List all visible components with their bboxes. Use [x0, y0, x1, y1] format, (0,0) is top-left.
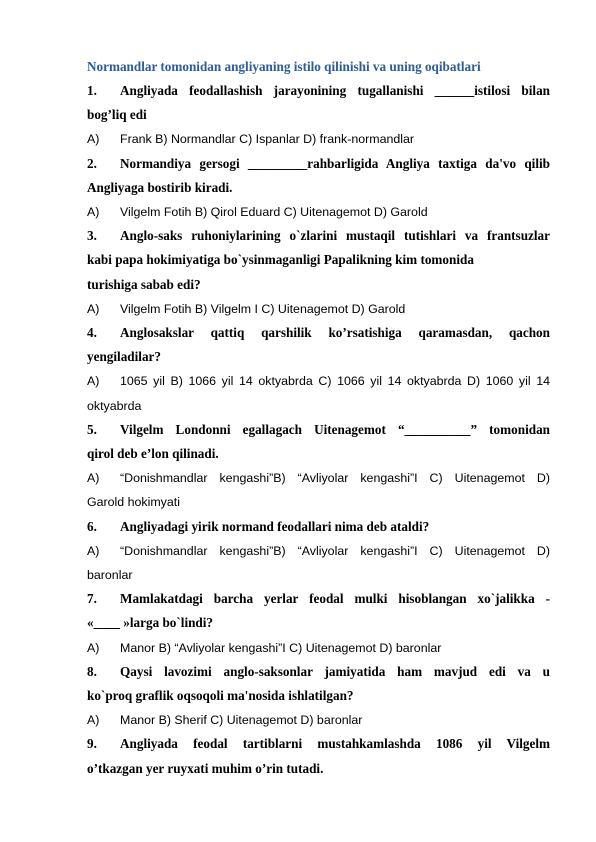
question-text: Vilgelm Londonni egallagach Uitenagemot “__________” tomonidan	[120, 421, 550, 437]
question-line	[87, 176, 550, 200]
question-text: Angliyada feodal tartiblarni mustahkamlashda 1086 yil Vilgelm	[120, 736, 550, 752]
question-line	[87, 345, 550, 369]
answer-label: A)	[87, 640, 100, 655]
question-text: Normandiya gersogi _________rahbarligida Angliya taxtiga da'vo qilib	[120, 155, 550, 171]
question-text: Angliyadagi yirik normand feodallari nima deb ataldi?	[120, 518, 430, 534]
answer-options: “Donishmandlar kengashi”B) “Avliyolar kengashi”I C) Uitenagemot D)	[120, 471, 550, 486]
question-block	[87, 224, 550, 321]
answer-line	[87, 394, 550, 418]
question-line-first	[87, 79, 550, 103]
question-line-first	[87, 660, 550, 684]
answer-line-first	[87, 708, 550, 732]
answer-line-first	[87, 127, 550, 151]
answer-options: Frank B) Normandlar C) Ispanlar D) frank-normandlar	[120, 132, 415, 147]
question-block	[87, 660, 550, 733]
page-title: Normandlar tomonidan angliyaning istilo qilinishi va uning oqibatlari	[87, 59, 481, 74]
question-block	[87, 79, 550, 152]
question-text: Qaysi lavozimi anglo-saksonlar jamiyatida ham mavjud edi va u	[120, 663, 550, 679]
answer-label: A)	[87, 543, 100, 558]
question-number: 4.	[87, 325, 97, 341]
question-text: «____ »larga bo`lindi?	[87, 615, 214, 631]
answer-label: A)	[87, 374, 100, 389]
answer-options: Manor B) “Avliyolar kengashi”I C) Uitenagemot D) baronlar	[120, 640, 442, 655]
question-list	[87, 79, 550, 781]
question-line-first	[87, 418, 550, 442]
question-text: Angliyada feodallashish jarayonining tugallanishi ______istilosi bilan	[120, 83, 550, 98]
question-number: 6.	[87, 518, 97, 534]
question-line-first	[87, 515, 550, 539]
answer-line-first	[87, 369, 550, 393]
answer-line	[87, 490, 550, 514]
answer-line	[87, 563, 550, 587]
answer-label: A)	[87, 713, 100, 728]
answer-options: Vilgelm Fotih B) Vilgelm I C) Uitenagemot D) Garold	[120, 301, 406, 316]
document-page	[87, 55, 550, 781]
question-number: 9.	[87, 736, 97, 752]
question-block	[87, 732, 550, 780]
question-block	[87, 152, 550, 225]
question-text: kabi papa hokimiyatiga bo`ysinmaganligi Papalikning kim tomonida	[87, 252, 474, 268]
question-line	[87, 684, 550, 708]
answer-line-first	[87, 636, 550, 660]
answer-label: A)	[87, 132, 100, 147]
question-line-first	[87, 321, 550, 345]
answer-options: oktyabrda	[87, 398, 142, 413]
question-line	[87, 103, 550, 127]
answer-options: Manor B) Sherif C) Uitenagemot D) baronlar	[120, 713, 363, 728]
question-text: qirol deb e’lon qilinadi.	[87, 446, 219, 462]
answer-options: “Donishmandlar kengashi”B) “Avliyolar kengashi”I C) Uitenagemot D)	[120, 543, 550, 558]
question-number: 8.	[87, 663, 97, 679]
question-text: ko`proq graflik oqsoqoli ma'nosida ishlatilgan?	[87, 688, 354, 704]
question-block	[87, 418, 550, 515]
question-number: 7.	[87, 591, 97, 607]
question-line	[87, 442, 550, 466]
question-number: 2.	[87, 155, 97, 171]
answer-line-first	[87, 297, 550, 321]
question-line-first	[87, 587, 550, 611]
question-line	[87, 757, 550, 781]
question-block	[87, 587, 550, 660]
answer-options: Vilgelm Fotih B) Qirol Eduard C) Uitenagemot D) Garold	[120, 205, 428, 220]
question-line-first	[87, 732, 550, 756]
question-line-first	[87, 224, 550, 248]
question-text: bog’liq edi	[87, 107, 147, 123]
question-text: Anglo-saks ruhoniylarining o`zlarini mustaqil tutishlari va frantsuzlar	[120, 228, 550, 244]
question-line	[87, 273, 550, 297]
question-text: o’tkazgan yer ruyxati muhim o’rin tutadi.	[87, 760, 324, 776]
answer-options: 1065 yil B) 1066 yil 14 oktyabrda C) 1066 yil 14 oktyabrda D) 1060 yil 14	[120, 374, 550, 389]
question-text: Anglosakslar qattiq qarshilik ko’rsatishiga qaramasdan, qachon	[120, 325, 550, 341]
answer-options: Garold hokimyati	[87, 495, 180, 510]
answer-options: baronlar	[87, 568, 133, 583]
question-number: 3.	[87, 228, 97, 244]
question-line	[87, 611, 550, 635]
question-number: 1.	[87, 83, 97, 98]
question-text: turishiga sabab edi?	[87, 276, 201, 292]
question-block	[87, 321, 550, 418]
question-text: Angliyaga bostirib kiradi.	[87, 179, 233, 195]
question-number: 5.	[87, 421, 97, 437]
answer-label: A)	[87, 471, 100, 486]
question-text: Mamlakatdagi barcha yerlar feodal mulki hisoblangan xo`jalikka -	[120, 591, 550, 607]
question-line-first	[87, 152, 550, 176]
answer-line-first	[87, 539, 550, 563]
question-text: yengiladilar?	[87, 349, 161, 365]
answer-line-first	[87, 200, 550, 224]
answer-label: A)	[87, 301, 100, 316]
question-line	[87, 248, 550, 272]
answer-label: A)	[87, 205, 100, 220]
question-block	[87, 515, 550, 588]
answer-line-first	[87, 466, 550, 490]
